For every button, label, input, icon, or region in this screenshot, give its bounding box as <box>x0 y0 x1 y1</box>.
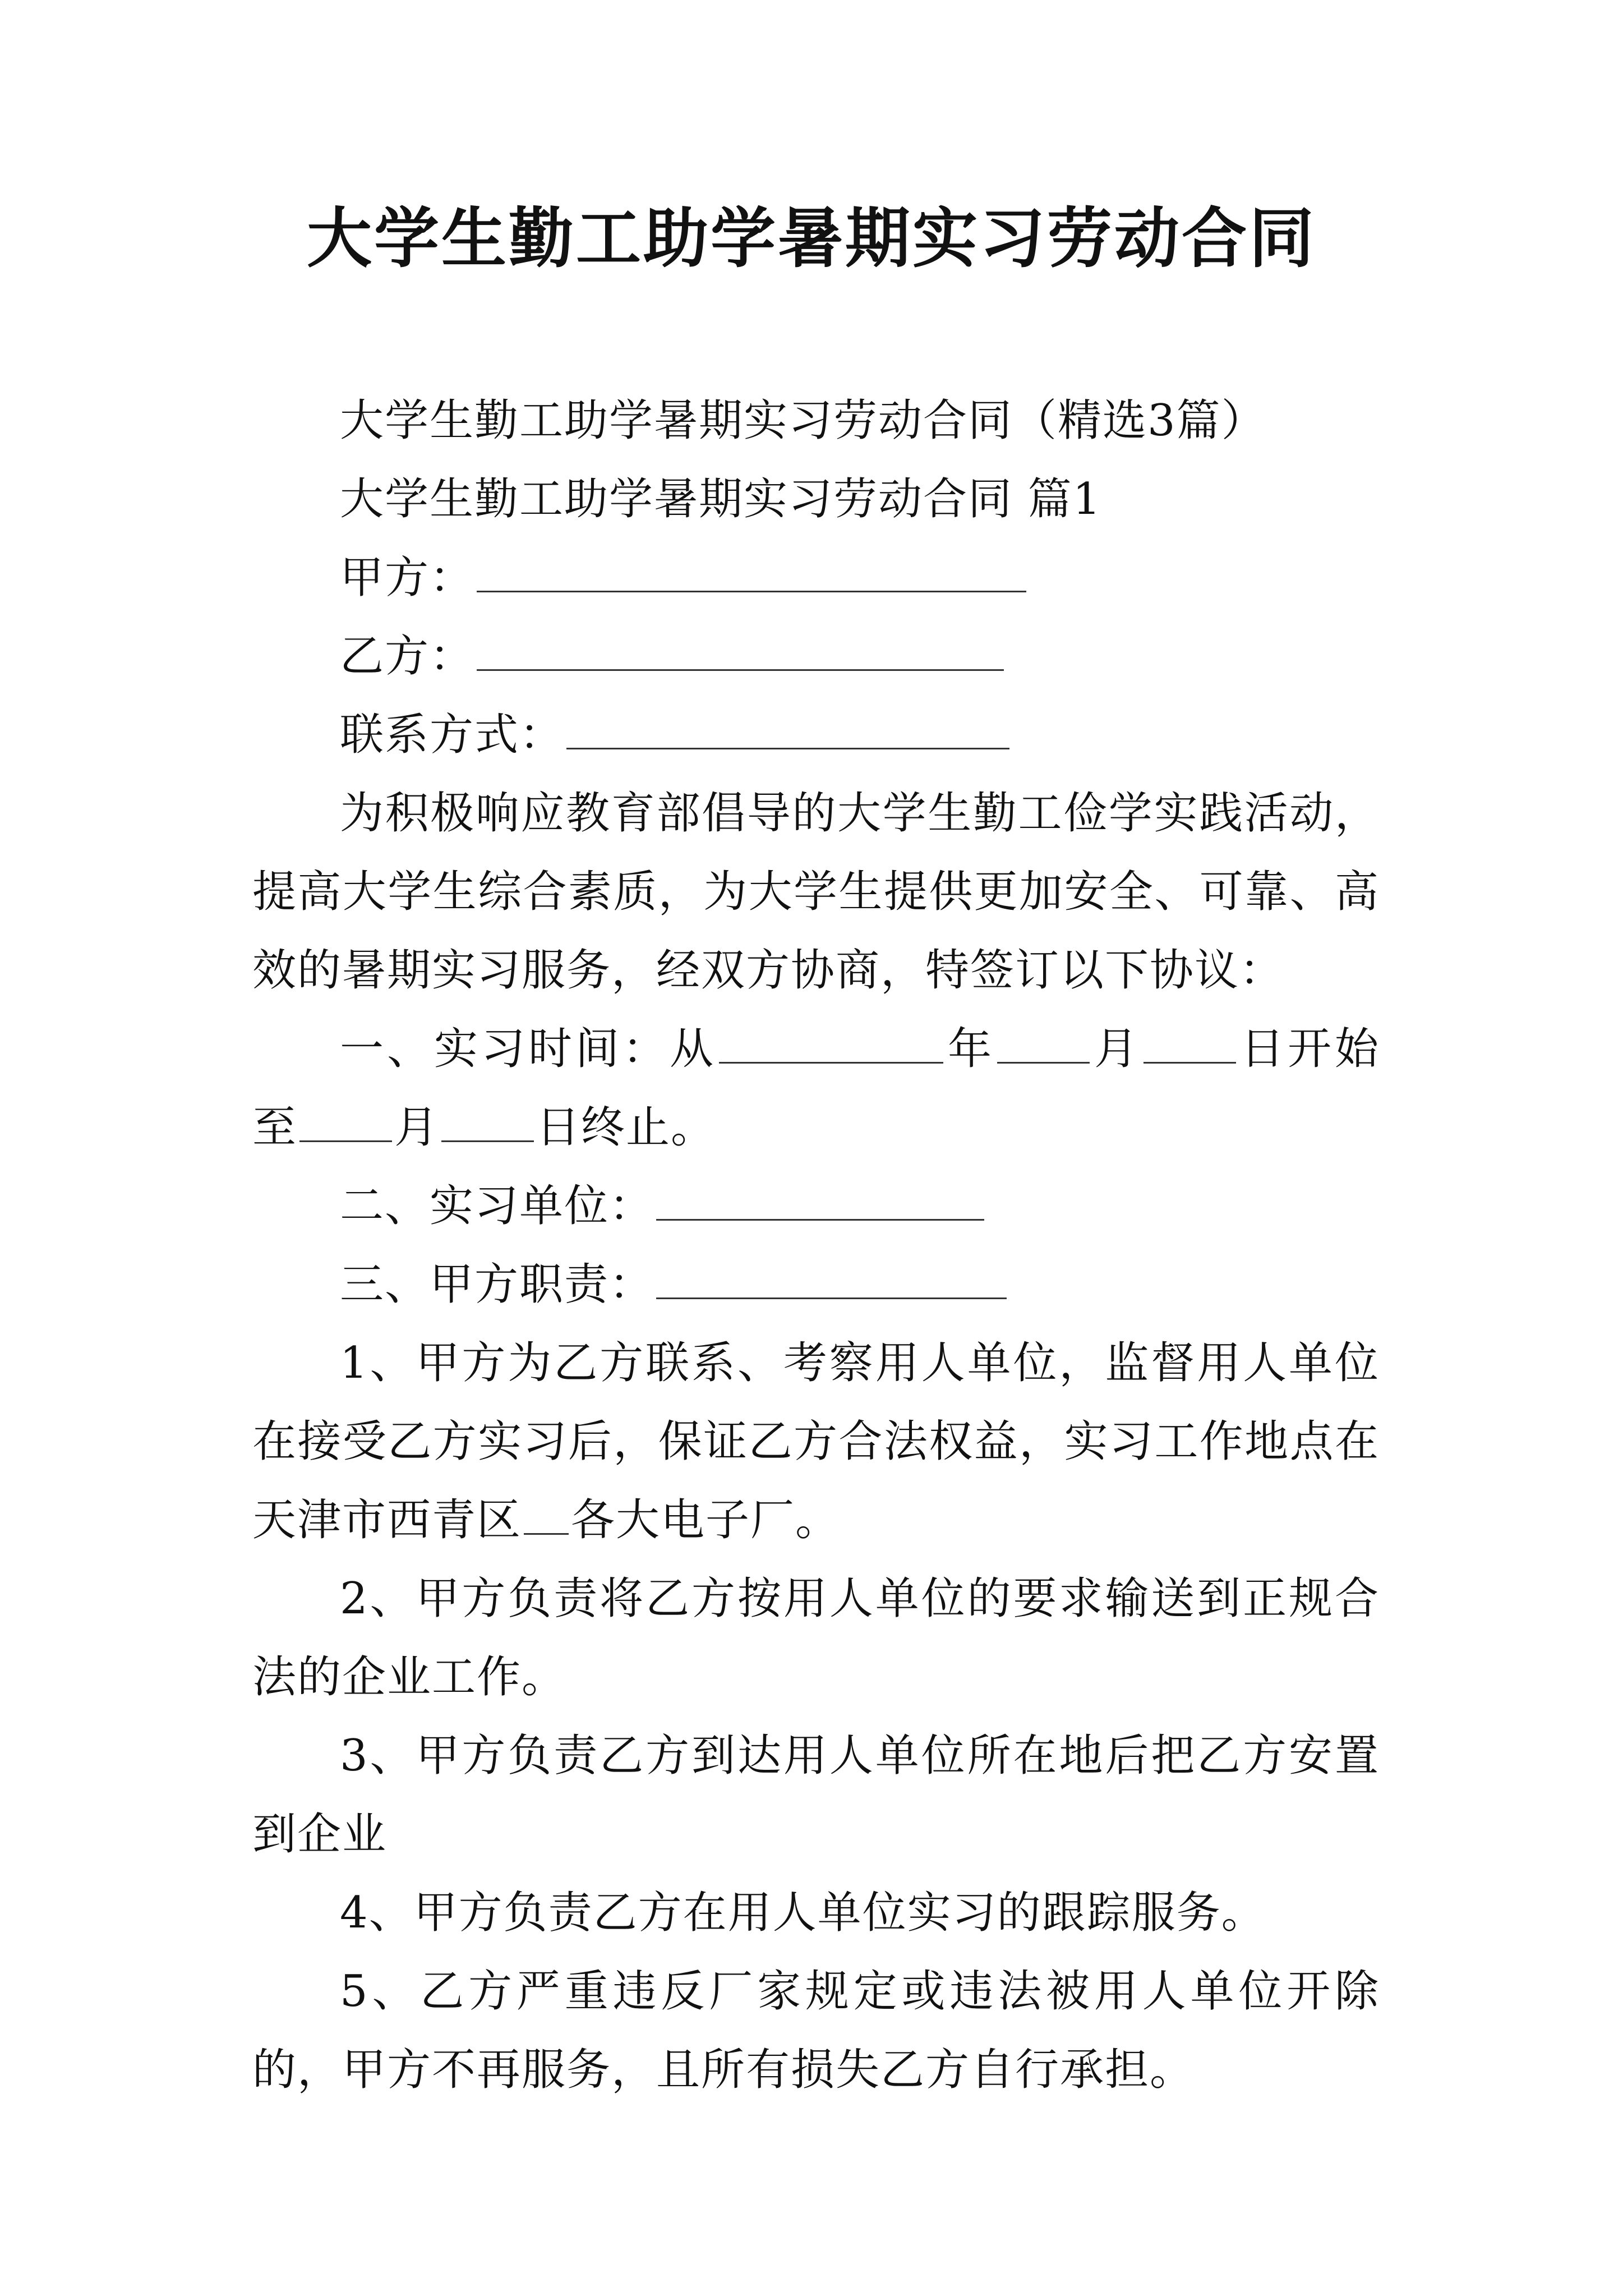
end-blank-2 <box>441 1096 534 1142</box>
section-heading: 大学生勤工助学暑期实习劳动合同 篇1 <box>340 474 1102 524</box>
item2-label: 二、实习单位： <box>340 1181 654 1231</box>
day-blank <box>1144 1017 1236 1064</box>
contact-blank <box>566 703 1009 749</box>
duty1-paragraph <box>252 1324 1380 1559</box>
duty5-paragraph: 5、乙方严重违反厂家规定或违法被用人单位开除的，甲方不再服务，且所有损失乙方自行承担。 <box>252 1966 1380 2095</box>
subtitle: 大学生勤工助学暑期实习劳动合同（精选3篇） <box>340 395 1266 446</box>
item3-label: 三、甲方职责： <box>340 1259 654 1310</box>
party-b-line <box>252 617 1380 696</box>
end-blank-1 <box>299 1096 392 1142</box>
duty1-blank <box>524 1488 569 1535</box>
item1-paragraph <box>252 1010 1380 1167</box>
duty4-paragraph: 4、甲方负责乙方在用人单位实习的跟踪服务。 <box>340 1888 1266 1938</box>
item2-blank <box>656 1174 984 1221</box>
item1-day-start: 日开始至 <box>252 1024 1380 1153</box>
duty3-paragraph: 3、甲方负责乙方到达用人单位所在地后把乙方安置到企业 <box>252 1731 1380 1860</box>
item3-blank <box>656 1253 1007 1299</box>
item1-year: 年 <box>945 1024 995 1074</box>
item1-month: 月 <box>1091 1024 1141 1074</box>
party-b-label: 乙方： <box>340 631 475 682</box>
document-body <box>252 381 1380 2109</box>
party-b-blank <box>477 624 1004 671</box>
duty1-part2: 各大电子厂。 <box>571 1495 841 1545</box>
party-a-label: 甲方： <box>340 553 475 603</box>
contact-label: 联系方式： <box>340 710 565 760</box>
party-a-line <box>252 539 1380 617</box>
year-blank <box>719 1017 943 1064</box>
item1-month2: 月 <box>394 1102 440 1153</box>
item1-prefix: 一、实习时间：从 <box>340 1024 717 1074</box>
intro-paragraph: 为积极响应教育部倡导的大学生勤工俭学实践活动，提高大学生综合素质，为大学生提供更加安全、可靠、高效的暑期实习服务，经双方协商，特签订以下协议： <box>252 788 1380 996</box>
month-blank <box>997 1017 1090 1064</box>
item2-line <box>252 1167 1380 1245</box>
item1-end: 日终止。 <box>536 1102 716 1153</box>
contact-line <box>252 696 1380 774</box>
party-a-blank <box>477 546 1026 592</box>
document-title: 大学生勤工助学暑期实习劳动合同 <box>307 200 1316 277</box>
duty2-paragraph: 2、甲方负责将乙方按用人单位的要求输送到正规合法的企业工作。 <box>252 1573 1380 1703</box>
duty1-part1: 1、甲方为乙方联系、考察用人单位，监督用人单位在接受乙方实习后，保证乙方合法权益，实习工作地点在天津市西青区 <box>252 1338 1380 1545</box>
item3-line <box>252 1245 1380 1324</box>
